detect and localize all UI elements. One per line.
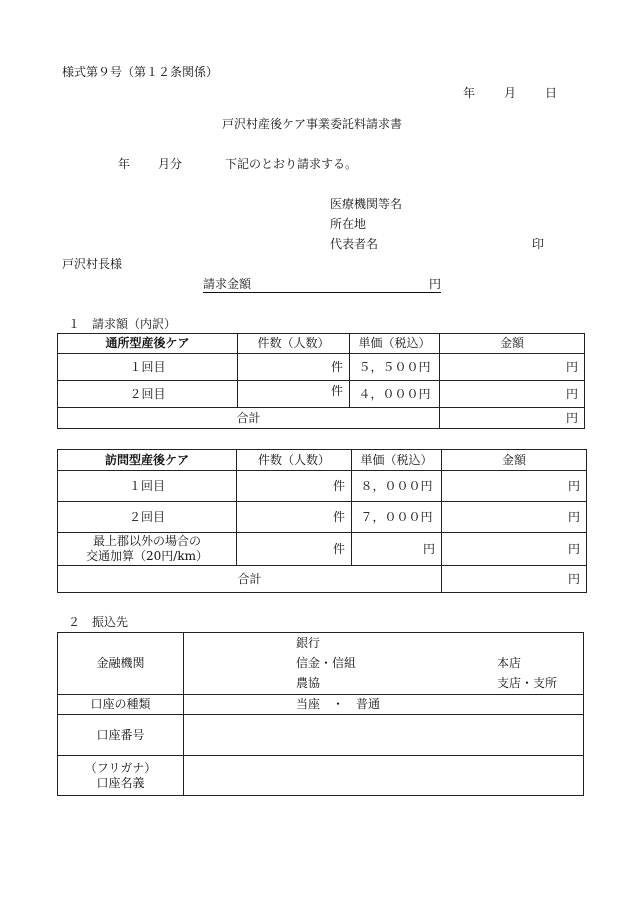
document-title: 戸沢村産後ケア事業委託料請求書 [222, 117, 403, 131]
financial-institution-field[interactable] [184, 633, 584, 695]
total-claim-label: 請求金額 [203, 277, 252, 291]
total-label: 合計 [58, 566, 442, 593]
count-cell[interactable]: 件 [238, 354, 350, 381]
bank-type-agricultural-coop: 農協 [296, 676, 321, 690]
header-amount: 金額 [440, 334, 585, 354]
header-count: 件数（人数） [238, 334, 350, 354]
outpatient-care-table [57, 333, 585, 429]
home-visit-care-table [57, 449, 587, 593]
row-label: １回目 [58, 354, 238, 381]
date-year-label: 年 [463, 86, 476, 100]
branch-type-head-office: 本店 [497, 656, 522, 670]
row-label: ２回目 [58, 502, 237, 533]
travel-surcharge-row [58, 533, 587, 566]
amount-cell[interactable]: 円 [440, 354, 585, 381]
total-amount-cell[interactable]: 円 [442, 566, 587, 593]
account-name-field[interactable] [184, 756, 584, 796]
representative-label: 代表者名 [330, 237, 379, 251]
account-name-label-cell [58, 756, 184, 796]
count-cell[interactable]: 件 [238, 381, 350, 408]
travel-label-line2: 交通加算（20円/km） [86, 549, 208, 563]
count-cell[interactable]: 件 [237, 533, 352, 566]
header-unit-price: 単価（税込） [350, 334, 440, 354]
unit-price-cell: ５，５００円 [350, 354, 440, 381]
bank-type-bank: 銀行 [296, 636, 321, 650]
row-label: １回目 [58, 471, 237, 502]
total-row [58, 408, 585, 429]
amount-cell[interactable]: 円 [442, 502, 587, 533]
header-amount: 金額 [442, 450, 587, 471]
account-number-row [58, 715, 584, 756]
section1-heading: １ 請求額（内訳） [68, 317, 177, 331]
account-number-label: 口座番号 [58, 715, 184, 756]
date-month-label: 月 [504, 86, 517, 100]
table-row [58, 354, 585, 381]
table-row [58, 381, 585, 408]
account-type-row [58, 695, 584, 715]
amount-cell[interactable]: 円 [442, 533, 587, 566]
table-row [58, 471, 587, 502]
account-name-label: 口座名義 [96, 775, 145, 790]
bank-type-credit-union: 信金・信組 [296, 656, 357, 670]
count-cell[interactable]: 件 [237, 502, 352, 533]
addressee: 戸沢村長様 [62, 257, 123, 271]
unit-price-cell: ７，０００円 [352, 502, 442, 533]
furigana-label: （フリガナ） [84, 760, 157, 775]
travel-label-line1: 最上郡以外の場合の [92, 534, 201, 548]
header-unit-price: 単価（税込） [352, 450, 442, 471]
form-number: 様式第９号（第１２条関係） [62, 65, 219, 79]
bank-transfer-table [57, 632, 584, 796]
unit-price-cell: ４，０００円 [350, 381, 440, 408]
financial-institution-label: 金融機関 [58, 633, 184, 695]
branch-type-branch: 支店・支所 [497, 676, 558, 690]
seal-mark: 印 [532, 237, 545, 251]
date-day-label: 日 [545, 86, 558, 100]
request-statement: 下記のとおり請求する。 [225, 157, 358, 171]
header-count: 件数（人数） [237, 450, 352, 471]
header-home-visit-care: 訪問型産後ケア [58, 450, 237, 471]
total-claim-unit: 円 [428, 277, 441, 291]
financial-institution-row [58, 633, 584, 695]
unit-price-cell: ８，０００円 [352, 471, 442, 502]
row-label: ２回目 [58, 381, 238, 408]
period-year-label: 年 [118, 157, 131, 171]
account-type-label: 口座の種類 [58, 695, 184, 715]
travel-surcharge-label [58, 533, 237, 566]
institution-name-label: 医療機関等名 [330, 197, 403, 211]
amount-cell[interactable]: 円 [442, 471, 587, 502]
address-label: 所在地 [330, 217, 367, 231]
table-row [58, 502, 587, 533]
table-header-row [58, 334, 585, 354]
total-claim-line [203, 276, 441, 293]
total-amount-cell[interactable]: 円 [440, 408, 585, 429]
header-outpatient-care: 通所型産後ケア [58, 334, 238, 354]
account-name-row [58, 756, 584, 796]
period-month-label: 月分 [158, 157, 183, 171]
total-label: 合計 [58, 408, 440, 429]
total-row [58, 566, 587, 593]
account-number-field[interactable] [184, 715, 584, 756]
section2-heading: ２ 振込先 [68, 615, 129, 629]
account-type-options[interactable]: 当座 ・ 普通 [184, 695, 584, 715]
amount-cell[interactable]: 円 [440, 381, 585, 408]
table-header-row [58, 450, 587, 471]
unit-price-cell[interactable]: 円 [352, 533, 442, 566]
count-cell[interactable]: 件 [237, 471, 352, 502]
